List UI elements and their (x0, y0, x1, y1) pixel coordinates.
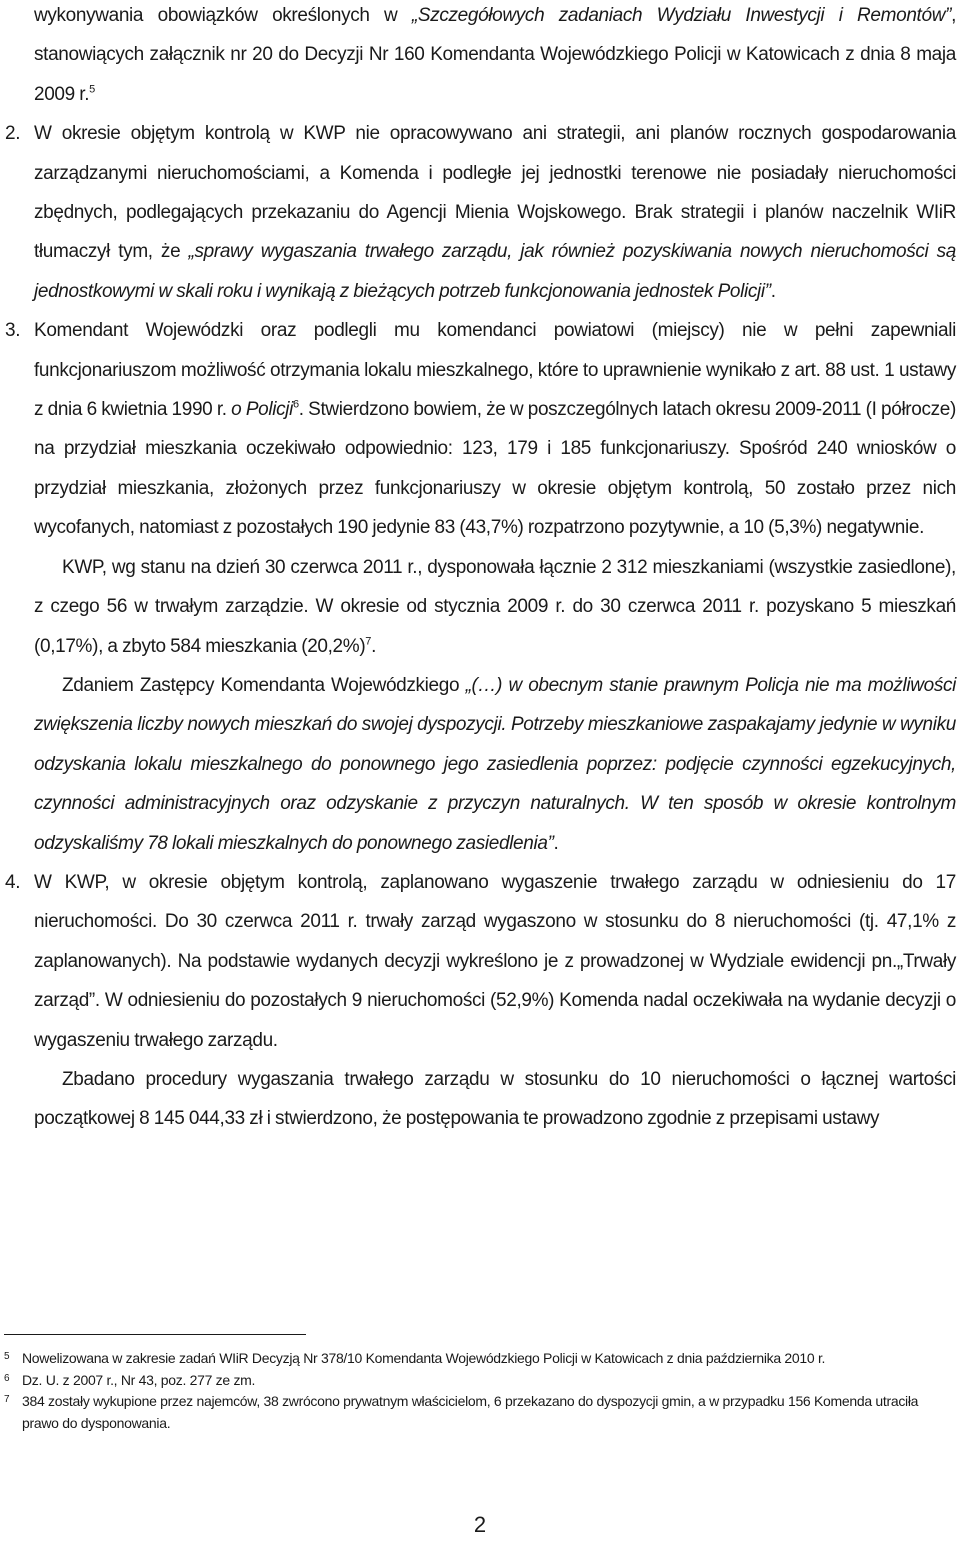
footnote-ref-5[interactable]: 5 (89, 83, 95, 96)
point-4-paragraph (5, 863, 956, 1060)
footnote-ref-7[interactable]: 7 (365, 635, 372, 648)
main-text (5, 0, 957, 1139)
deputy-text: Zdaniem Zastępcy Komendanta Wojewódzkiego (62, 674, 466, 696)
footnote-text: Nowelizowana w zakresie zadań WIiR Decyzją Nr 378/10 Komendanta Wojewódzkiego Policji w Katowicach z dnia października 2010 r. (22, 1350, 826, 1366)
intro-text-end: , stanowiących załącznik nr 20 do Decyzji Nr 160 Komendanta Wojewódzkiego Policji w Katowicach z dnia 8 maja 2009 r. (34, 5, 956, 105)
deputy-quote: „(…) w obecnym stanie prawnym Policja nie ma możliwości zwiększenia liczby nowych mieszkań do swojej dyspozycji. Potrzeby mieszkaniowe zaspakajamy jedynie w wyniku odzyskania lokalu mieszkalnego do ponownego jego zasiedlenia poprzez: podjęcie czynności egzekucyjnych, czynności administracyjnych oraz odzyskanie z przyczyn naturalnych. W ten sposób w okresie kontrolnym odzyskaliśmy 78 lokali mieszkalnych do ponownego zasiedlenia” (34, 674, 956, 854)
footnote-ref-6[interactable]: 6 (293, 398, 299, 411)
act-title: o Policji (231, 399, 294, 421)
kwp-text-end: . (371, 635, 377, 657)
footnote-number: 5 (4, 1351, 10, 1362)
footnote-text: Dz. U. z 2007 r., Nr 43, poz. 277 ze zm. (22, 1371, 256, 1388)
point-3-text: Komendant Wojewódzki oraz podlegli mu komendanci powiatowi (miejscy) nie w pełni zapewniali funkcjonariuszom możliwość otrzymania lokalu mieszkalnego, które to uprawnienie wynikało z art. 88 ust. 1 ustawy z dnia 6 kwietnia 1990 r. (34, 320, 956, 421)
point-2-paragraph (5, 114, 957, 311)
deputy-text-end: . (553, 832, 559, 854)
intro-quote: „Szczegółowych zadaniach Wydziału Inwestycji i Remontów” (411, 5, 952, 26)
last-paragraph (34, 1060, 956, 1139)
deputy-paragraph (34, 666, 956, 863)
point-number: 2. (5, 123, 21, 145)
point-number: 3. (5, 320, 21, 342)
footnote (4, 1391, 956, 1434)
footnote-number: 6 (4, 1372, 10, 1384)
footnotes (4, 1348, 956, 1434)
point-4-text: W KWP, w okresie objętym kontrolą, zaplanowano wygaszenie trwałego zarządu w odniesieniu do 17 nieruchomości. Do 30 czerwca 2011 r. trwały zarząd wygaszono w stosunku do 8 nieruchomości (tj. 47,1% z zaplanowanych). Na podstawie wydanych decyzji wykreślono je z prowadzonej w Wydziale ewidencji pn.„Trwały zarząd”. W odniesieniu do pozostałych 9 nieruchomości (52,9%) Komenda nadal oczekiwała na wydanie decyzji o wygaszeniu trwałego zarządu. (34, 871, 956, 1051)
page-number: 2 (473, 1512, 487, 1537)
kwp-text: KWP, wg stanu na dzień 30 czerwca 2011 r., dysponowała łącznie 2 312 mieszkaniami (wszystkie zasiedlone), z czego 56 w trwałym zarządzie. W okresie od stycznia 2009 r. do 30 czerwca 2011 r. pozyskano 5 mieszkań (0,17%), a zbyto 584 mieszkania (20,2%) (34, 556, 956, 657)
point-3-text-end: . Stwierdzono bowiem, że w poszczególnych latach okresu 2009-2011 (I półrocze) na przydział mieszkania oczekiwało odpowiednio: 123, 179 i 185 funkcjonariuszy. Spośród 240 wniosków o przydział mieszkania, złożonych przez funkcjonariuszy w okresie objętym kontrolą, 50 zostało przez nich wycofanych, natomiast z pozostałych 190 jedynie 83 (43,7%) rozpatrzono pozytywnie, a 10 (5,3%) negatywnie. (34, 399, 956, 539)
intro-paragraph (34, 0, 956, 114)
footnote (4, 1348, 956, 1370)
footnote-number: 7 (4, 1394, 10, 1405)
kwp-paragraph (34, 548, 956, 666)
intro-text: wykonywania obowiązków określonych w (34, 5, 412, 26)
point-2-text: W okresie objętym kontrolą w KWP nie opracowywano ani strategii, ani planów rocznych gospodarowania zarządzanymi nieruchomościami, a Komenda i podległe jej jednostki terenowe nie posiadały nieruchomości zbędnych, podlegających przekazaniu do Agencji Mienia Wojskowego. Brak strategii i planów naczelnik WIiR tłumaczył tym, że (34, 123, 956, 263)
footnote-text: 384 zostały wykupione przez najemców, 38 zwrócono prywatnym właścicielom, 6 przekazano do dyspozycji gmin, a w przypadku 156 Komenda utraciła prawo do dysponowania. (22, 1393, 919, 1431)
footnote (4, 1370, 956, 1392)
point-2-quote: „sprawy wygaszania trwałego zarządu, jak również pozyskiwania nowych nieruchomości są jednostkowymi w skali roku i wynikają z bieżących potrzeb funkcjonowania jednostek Policji” (34, 241, 957, 302)
point-3-paragraph (5, 311, 956, 547)
last-paragraph-text: Zbadano procedury wygaszania trwałego zarządu w stosunku do 10 nieruchomości o łącznej wartości początkowej 8 145 044,33 zł i stwierdzono, że postępowania te prowadzono zgodnie z przepisami ustawy (34, 1068, 956, 1130)
point-number: 4. (5, 871, 21, 893)
point-2-text-end: . (770, 280, 776, 302)
footnote-divider (4, 1334, 306, 1335)
